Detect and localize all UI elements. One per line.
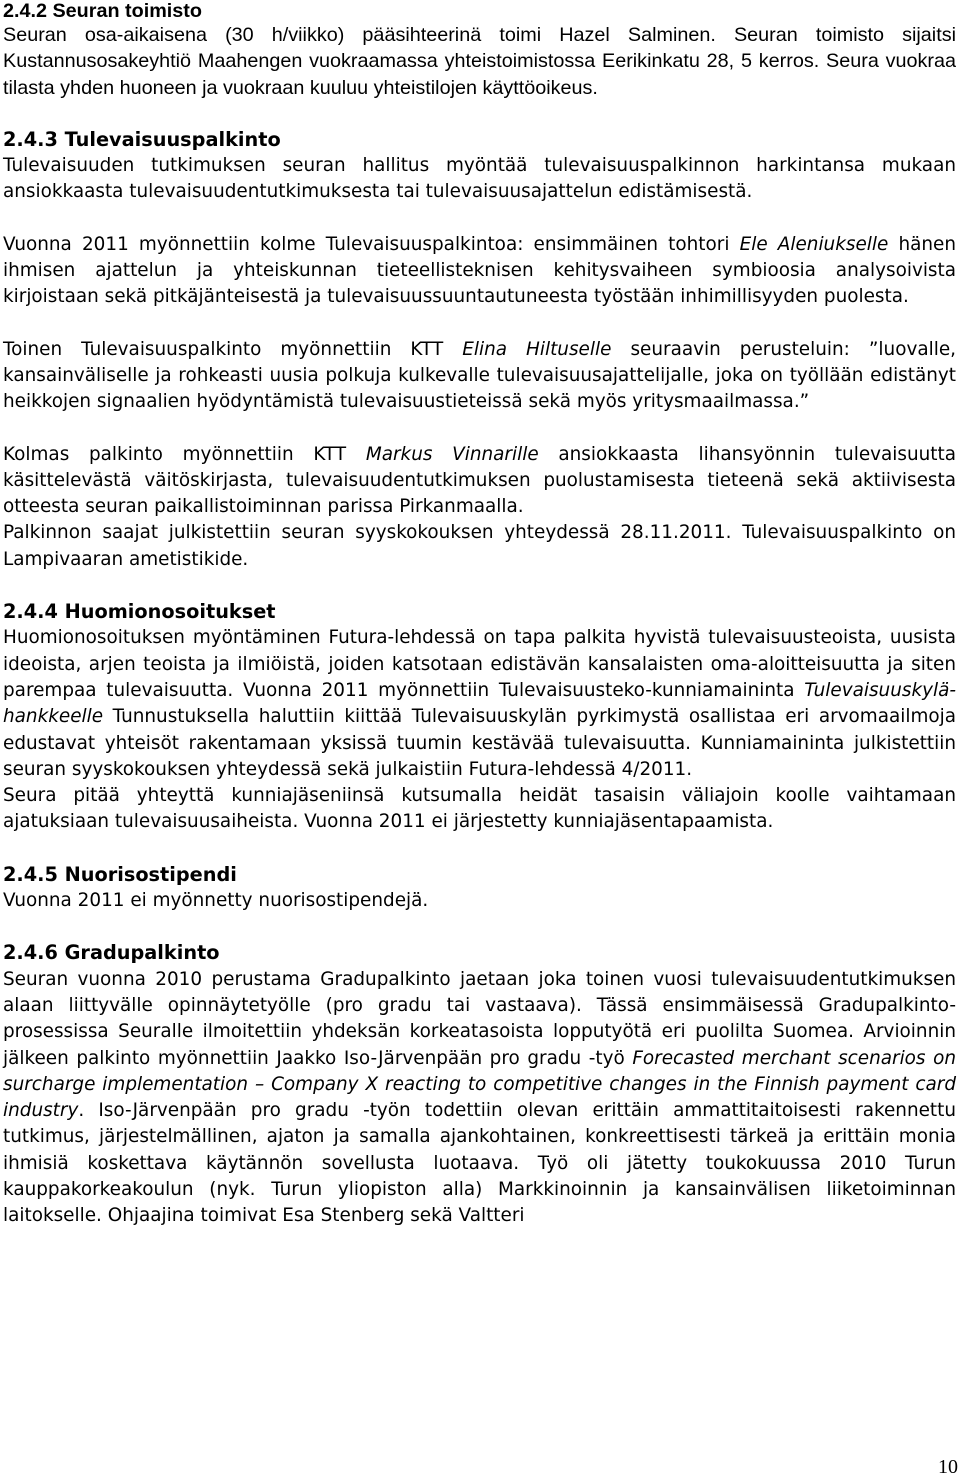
document-page <box>3 0 956 1230</box>
recipient-name: Ele Aleniukselle <box>739 233 889 255</box>
youth-paragraph: Vuonna 2011 ei myönnetty nuorisostipendejä. <box>3 890 429 912</box>
section-grad <box>3 940 956 1229</box>
section-heading-award: 2.4.3 Tulevaisuuspalkinto <box>3 127 281 151</box>
office-paragraph: Seuran osa-aikaisena (30 h/viikko) pääsihteerinä toimi Hazel Salminen. Seuran toimisto sijaitsi Kustannusosakeyhtiö Maahengen vuokraamassa yhteistoimistossa Eerikinkatu 28, 5 kerros. Seura vuokraa tilasta yhden huoneen ja vuokraan kuuluu yhteistilojen käyttöoikeus. <box>3 24 956 99</box>
project-name: Tulevaisuuskylä-hankkeelle <box>3 679 956 728</box>
page-number: 10 <box>938 1456 958 1478</box>
award-paragraph-3: Kolmas palkinto myönnettiin KTT Markus Vinnarille ansiokkaasta lihansyönnin tulevaisuutta käsittelevästä väitöskirjasta, tulevaisuudentutkimuksen puolustamisesta tieteenä sekä aktiivisesta otteesta seuran paikallistoiminnan parissa Pirkanmaalla. <box>3 443 956 518</box>
mentions-paragraph-1: Huomionosoituksen myöntäminen Futura-lehdessä on tapa palkita hyvistä tulevaisuusteoista, uusista ideoista, arjen teoista ja ilmiöistä, joiden katsotaan edistävän kansalaisten oma-aloitteisuutta ja siten parempaa tulevaisuutta. Vuonna 2011 myönnettiin Tulevaisuusteko-kunniamaininta Tulevaisuuskylä-hankkeelle Tunnustuksella haluttiin kiittää Tulevaisuuskylän pyrkimystä osallistaa eri arvomaailmoja edustavat yhteisöt rakentamaan yksissä tuumin kestävää tulevaisuutta. Kunniamaininta julkistettiin seuran syyskokouksen yhteydessä sekä julkaistiin Futura-lehdessä 4/2011. <box>3 627 956 780</box>
award-paragraph-1: Vuonna 2011 myönnettiin kolme Tulevaisuuspalkintoa: ensimmäinen tohtori Ele Aleniukselle hänen ihmisen ajattelun ja yhteiskunnan tieteellisteknisen kehitysvaiheen symbioosia analysoivista kirjoistaan sekä pitkäjänteisestä ja tulevaisuussuuntautuneesta työstään inhimillisyyden puolesta. <box>3 233 956 308</box>
recipient-name: Elina Hiltuselle <box>462 338 612 360</box>
section-office <box>3 0 956 101</box>
award-paragraph-2: Toinen Tulevaisuuspalkinto myönnettiin KTT Elina Hiltuselle seuraavin perusteluin: ”luovalle, kansainväliselle ja rohkeasti uusia polkuja kulkevalle tulevaisuusajattelijalle, joka on työllään edistänyt heikkojen signaalien hyödyntämistä tulevaisuustieteissä sekä myös yritysmaailmassa.” <box>3 338 956 413</box>
thesis-title: Forecasted merchant scenarios on surcharge implementation – Company X reacting to competitive changes in the Finnish payment card industry <box>3 1047 956 1122</box>
mentions-paragraph-2: Seura pitää yhteyttä kunniajäseniinsä kutsumalla heidät tasaisin väliajoin koolle vaihtamaan ajatuksiaan tulevaisuusaiheista. Vuonna 2011 ei järjestetty kunniajäsentapaamista. <box>3 785 956 833</box>
section-award <box>3 127 956 573</box>
recipient-name: Markus Vinnarille <box>365 443 539 465</box>
section-mentions <box>3 599 956 836</box>
section-heading-mentions: 2.4.4 Huomionosoitukset <box>3 600 276 624</box>
award-paragraph-4: Palkinnon saajat julkistettiin seuran syyskokouksen yhteydessä 28.11.2011. Tulevaisuuspalkinto on Lampivaaran ametistikide. <box>3 522 956 570</box>
section-heading-youth: 2.4.5 Nuorisostipendi <box>3 862 237 886</box>
section-heading-grad: 2.4.6 Gradupalkinto <box>3 941 220 965</box>
award-intro-paragraph: Tulevaisuuden tutkimuksen seuran hallitus myöntää tulevaisuuspalkinnon harkintansa mukaan ansiokkaasta tulevaisuudentutkimuksesta tai tulevaisuusajattelun edistämisestä. <box>3 155 956 203</box>
section-youth <box>3 862 956 915</box>
section-heading-office: 2.4.2 Seuran toimisto <box>3 0 202 22</box>
grad-paragraph: Seuran vuonna 2010 perustama Gradupalkinto jaetaan joka toinen vuosi tulevaisuudentutkimuksen alaan liittyvälle opinnäytetyölle (pro gradu tai vastaava). Tässä ensimmäisessä Gradupalkinto-prosessissa Seuralle ilmoitettiin yhdeksän korkeatasoista lopputyötä eri puolilta Suomea. Arvioinnin jälkeen palkinto myönnettiin Jaakko Iso-Järvenpään pro gradu -työ Forecasted merchant scenarios on surcharge implementation – Company X reacting to competitive changes in the Finnish payment card industry. Iso-Järvenpään pro gradu -työn todettiin olevan erittäin ammattitaitoisesti rakennettu tutkimus, järjestelmällinen, ajaton ja samalla ajankohtainen, konkreettisesti tärkeä ja erittäin monia ihmisiä koskettava käytännön sovellusta luotaava. Työ oli jätetty toukokuussa 2010 Turun kauppakorkeakoulun (nyk. Turun yliopiston alla) Markkinoinnin ja kansainvälisen liiketoiminnan laitokselle. Ohjaajina toimivat Esa Stenberg sekä Valtteri <box>3 968 956 1227</box>
